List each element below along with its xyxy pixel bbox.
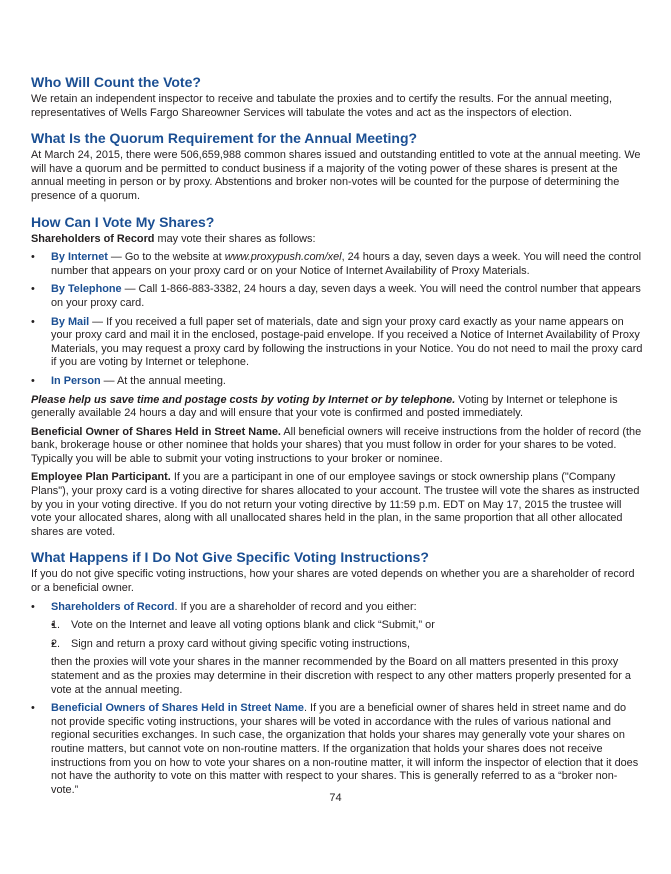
- step-item: [51, 619, 643, 633]
- text: Sign and return a proxy card without giving specific voting instructions,: [71, 637, 410, 650]
- method-label: By Mail: [51, 315, 90, 328]
- text: then the proxies will vote your shares in the manner recommended by the Board on all matters presented in this proxy statement and as the proxies may determine in their discretion with respect to any other matters properly presented for a vote at the annual meeting.: [51, 656, 631, 696]
- list-item: [31, 316, 643, 370]
- paragraph: We retain an independent inspector to receive and tabulate the proxies and to certify the results. For the annual meeting, representatives of Wells Fargo Shareowner Services will tabulate the votes and act as the inspectors of election.: [31, 93, 612, 119]
- text: — Call 1-866-883-3382, 24 hours a day, seven days a week. You will need the control number that appears on your proxy card.: [51, 283, 641, 309]
- paragraph: At March 24, 2015, there were 506,659,988 common shares issued and outstanding entitled to vote at the annual meeting. We will have a quorum and be permitted to conduct business if a majority of the voting power of these shares is present at the annual meeting in person or by proxy. Abstentions and broker non-votes will be counted for the purpose of determining the presence of a quorum.: [31, 149, 641, 202]
- text: . If you are a beneficial owner of shares held in street name and do not provide specific voting instructions, your shares will be voted in accordance with the rules of various national and regional securities exchanges. In such case, the organization that holds your shares may generally vote your shares on routine matters, but cannot vote on non-routine matters. If the organization that holds your shares does not receive instructions from you on how to vote your shares on a non-routine matter, it will inform the inspector of election that it does not have the authority to vote on this matter with respect to your shares. This is generally referred to as a “broker non-vote.”: [51, 702, 639, 796]
- method-label: By Internet: [51, 251, 108, 264]
- text: . If you are a shareholder of record and you either:: [174, 600, 417, 613]
- bold-lead: Please help us save time and postage costs by voting by Internet or by telephone.: [31, 393, 456, 406]
- list-item: [31, 283, 643, 310]
- paragraph: [31, 426, 643, 467]
- section-no-instructions: [31, 549, 643, 797]
- section-heading: What Is the Quorum Requirement for the Annual Meeting?: [31, 130, 418, 147]
- page-number: 74: [329, 792, 342, 804]
- method-label: In Person: [51, 374, 101, 387]
- list-item: [31, 375, 643, 389]
- text: — At the annual meeting.: [100, 374, 226, 387]
- step-item: [51, 638, 643, 652]
- paragraph: [31, 233, 643, 247]
- text: — Go to the website at: [107, 251, 225, 264]
- bold-lead: Shareholders of Record: [31, 232, 155, 245]
- text: , 24 hours a day, seven days a week. You will need the control number that appears on your proxy card or on your Notice of Internet Availability of Proxy Materials.: [51, 251, 642, 277]
- step-number: • 2.: [51, 637, 61, 650]
- text: — If you received a full paper set of materials, date and sign your proxy card exactly as your name appears on your proxy card and mail it in the enclosed, postage-paid envelope. If you received a Notice of Internet Availability of Proxy Materials, you may request a proxy card by following the instructions in your Notice. You do not need to mail the proxy card if you are voting by Internet or telephone.: [51, 315, 643, 369]
- owner-type-label: Beneficial Owners of Shares Held in Street Name: [51, 702, 304, 715]
- list-item: [31, 251, 643, 278]
- bold-lead: Employee Plan Participant.: [31, 471, 171, 484]
- text: All beneficial owners will receive instructions from the holder of record (the bank, brokerage house or other nominee that holds your shares) that you must follow in order for your shares to be voted. Typically you will be able to submit your voting instructions to your broker or nominee.: [31, 425, 642, 465]
- list-item: [31, 601, 643, 698]
- text: If you are a participant in one of our employee savings or stock ownership plans ("Company Plans"), your proxy card is a voting directive for shares allocated to your account. The trustee will vote the shares as instructed by you in your voting directive. If you do not return your voting directive by 11:59 p.m. EDT on May 17, 2015 the trustee will vote your allocated shares, along with all unallocated shares held in the plan, in the same proportion that all other allocated shares are voted.: [31, 471, 640, 538]
- section-how-vote: [31, 214, 643, 540]
- bold-lead: Beneficial Owner of Shares Held in Street Name.: [31, 425, 281, 438]
- section-quorum: [31, 130, 643, 203]
- section-count-vote: [31, 74, 643, 120]
- paragraph: If you do not give specific voting instructions, how your shares are voted depends on whether you are a shareholder of record or a beneficial owner.: [31, 568, 635, 595]
- list-item: [31, 702, 643, 797]
- text: Vote on the Internet and leave all voting options blank and click “Submit,” or: [71, 619, 435, 632]
- section-heading: What Happens if I Do Not Give Specific Voting Instructions?: [31, 549, 429, 566]
- step-number: • 1.: [51, 619, 61, 632]
- section-heading: Who Will Count the Vote?: [31, 74, 201, 90]
- text: Voting by Internet or telephone is generally available 24 hours a day and will ensure that your vote is confirmed and posted immediately.: [31, 393, 618, 420]
- vote-methods-list: [31, 251, 643, 388]
- paragraph: [31, 394, 643, 421]
- website-url: www.proxypush.com/xel: [224, 251, 342, 264]
- document-page: [31, 74, 643, 807]
- section-heading: How Can I Vote My Shares?: [31, 213, 215, 230]
- text: may vote their shares as follows:: [154, 232, 316, 245]
- owner-types-list: [31, 601, 643, 798]
- method-label: By Telephone: [51, 283, 122, 296]
- owner-type-label: Shareholders of Record: [51, 600, 175, 613]
- steps-list: [51, 619, 643, 651]
- paragraph: [31, 471, 643, 539]
